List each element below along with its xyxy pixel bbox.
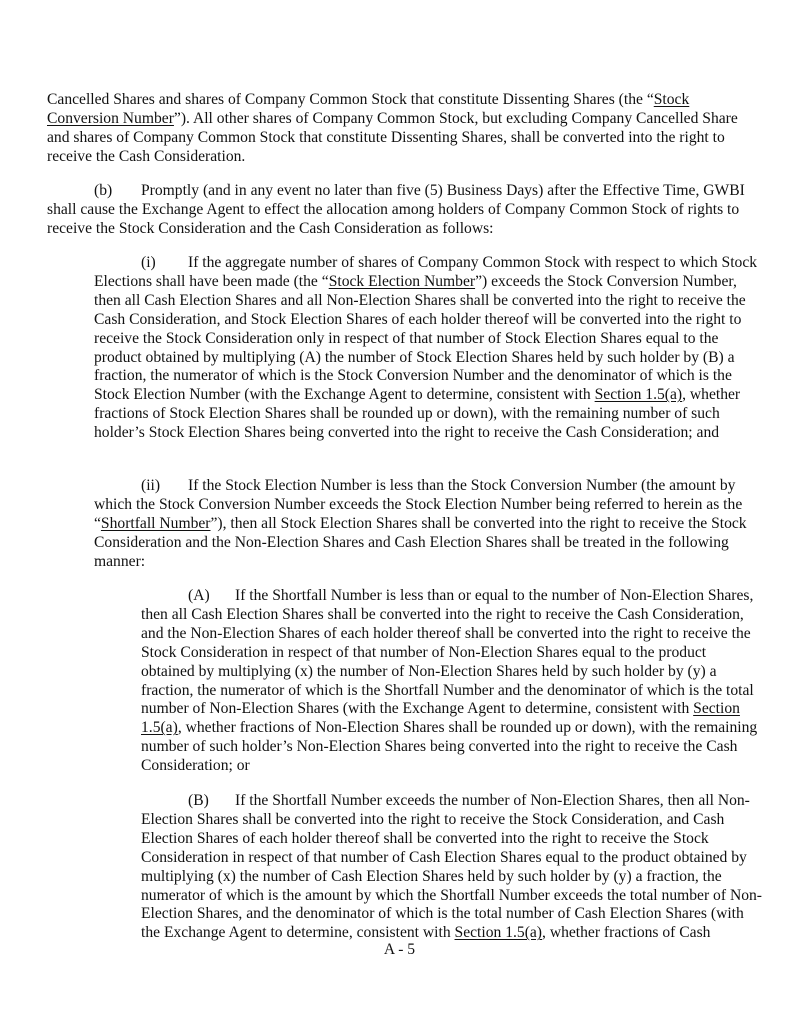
paragraph-continuation: [47, 91, 762, 167]
defined-term-stock-conversion-number: Stock Conversion Number: [47, 91, 690, 127]
section-reference: Section 1.5(a): [594, 386, 683, 404]
paragraph-B: [141, 792, 762, 943]
paragraph-A: [141, 587, 762, 776]
paragraph-b: [47, 182, 762, 239]
paragraph-label: (ii): [141, 477, 161, 494]
paragraph-i: [94, 254, 762, 443]
defined-term-shortfall-number: Shortfall Number: [100, 514, 211, 532]
paragraph-text: If the Shortfall Number is less than or equal to the number of Non-Election Shares, then all Cash Election Shares shall be converted into the right to receive the Cash Consideration, and the Non-Election Shares of each holder thereof shall be converted into the right to receive the Stock Consideration in respect of that number of Non-Election Shares equal to the product obtained by multiplying (x) the number of Non-Election Shares held by such holder by (y) a fraction, the numerator of which is the Shortfall Number and the denominator of which is the total number of Non-Election Shares (with the Exchange Agent to determine, consistent with: [141, 587, 754, 718]
paragraph-text: ”) exceeds the Stock Conversion Number, then all Cash Election Shares and all Non-Election Shares shall be converted into the right to receive the Cash Consideration, and Stock Election Shares of each holder thereof will be converted into the right to receive the Stock Consideration only in respect of that number of Stock Election Shares equal to the product obtained by multiplying (A) the number of Stock Election Shares held by such holder by (B) a fraction, the numerator of which is the Stock Conversion Number and the denominator of which is the Stock Election Number (with the Exchange Agent to determine, consistent with: [94, 272, 746, 404]
paragraph-text: Cancelled Shares and shares of Company Common Stock that constitute Dissenting Shares (the “: [47, 91, 654, 108]
paragraph-text: Promptly (and in any event no later than five (5) Business Days) after the Effective Time, GWBI shall cause the Exchange Agent to effect the allocation among holders of Company Common Stock of rights to receive the Stock Consideration and the Cash Consideration as follows:: [47, 182, 745, 237]
defined-term-stock-election-number: Stock Election Number: [328, 272, 476, 290]
paragraph-text: If the Shortfall Number exceeds the number of Non-Election Shares, then all Non-Election Shares shall be converted into the right to receive the Stock Consideration, and Cash Election Shares of each holder thereof shall be converted into the right to receive the Stock Consideration in respect of that number of Cash Election Shares equal to the product obtained by multiplying (x) the number of Cash Election Shares held by such holder by (y) a fraction, the numerator of which is the amount by which the Shortfall Number exceeds the total number of Non-Election Shares, and the denominator of which is the total number of Cash Election Shares (with the Exchange Agent to determine, consistent with: [141, 792, 762, 942]
paragraph-text: , whether fractions of Cash: [542, 924, 711, 942]
paragraph-text: , whether fractions of Stock Election Shares shall be rounded up or down), with the remaining number of such holder’s Stock Election Shares being converted into the right to receive the Cash Consideration; and: [94, 386, 741, 442]
paragraph-label: (i): [141, 254, 156, 271]
paragraph-label: (b): [94, 182, 113, 199]
paragraph-text: ”). All other shares of Company Common Stock, but excluding Company Cancelled Share and shares of Company Common Stock that constitute Dissenting Shares, shall be converted into the right to receive the Cash Consideration.: [47, 109, 738, 165]
section-reference: Section 1.5(a): [454, 924, 543, 942]
paragraph-text: ”), then all Stock Election Shares shall be converted into the right to receive the Stock Consideration and the Non-Election Shares and Cash Election Shares shall be treated in the following manner:: [94, 514, 747, 570]
paragraph-label: (B): [188, 792, 209, 809]
section-reference: Section 1.5(a): [141, 700, 740, 737]
page-number: A - 5: [383, 941, 416, 958]
paragraph-text: , whether fractions of Non-Election Shares shall be rounded up or down), with the remaining number of such holder’s Non-Election Shares being converted into the right to receive the Cash Consideration; or: [141, 719, 758, 775]
paragraph-ii: [94, 477, 762, 572]
paragraph-label: (A): [188, 587, 210, 604]
paragraph-text: If the aggregate number of shares of Company Common Stock with respect to which Stock Elections shall have been made (the “: [94, 254, 758, 290]
paragraph-text: If the Stock Election Number is less than the Stock Conversion Number (the amount by which the Stock Conversion Number exceeds the Stock Election Number being referred to herein as the “: [94, 477, 743, 532]
